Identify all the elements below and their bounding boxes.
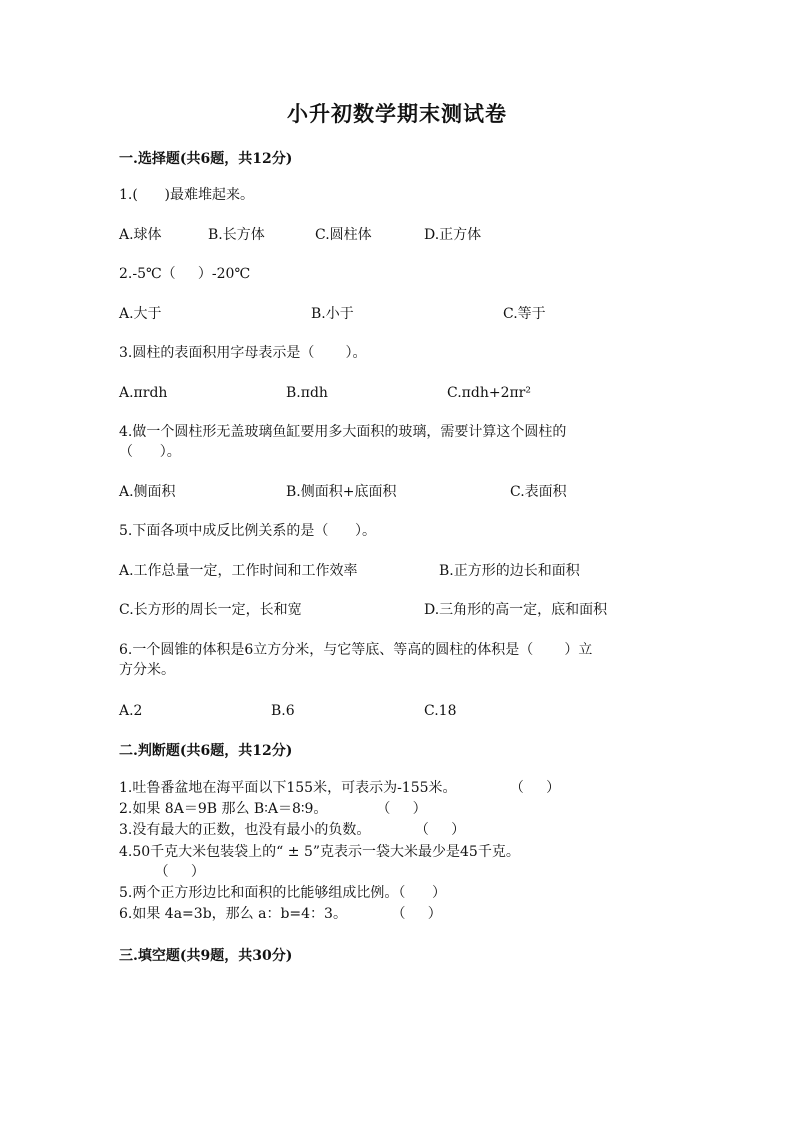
q6-option-a: A.2 xyxy=(119,703,143,719)
q3-option-c: C.πdh+2πr² xyxy=(447,385,531,401)
q5-option-c: C.长方形的周长一定，长和宽 xyxy=(119,602,302,618)
q5-option-a: A.工作总量一定，工作时间和工作效率 xyxy=(119,563,358,579)
q4-option-b: B.侧面积+底面积 xyxy=(286,484,397,500)
question-6-line-1: 6.一个圆锥的体积是6立方分米，与它等底、等高的圆柱的体积是（ ）立 xyxy=(119,642,593,658)
section-heading-true-false: 二.判断题(共6题，共12分) xyxy=(119,743,293,759)
q4-option-c: C.表面积 xyxy=(510,484,567,500)
q6-option-b: B.6 xyxy=(271,703,295,719)
q2-option-a: A.大于 xyxy=(119,306,162,322)
q5-option-b: B.正方形的边长和面积 xyxy=(439,563,580,579)
section-heading-fill-in: 三.填空题(共9题，共30分) xyxy=(119,948,293,964)
question-6-line-2: 方分米。 xyxy=(119,662,175,678)
q4-option-a: A.侧面积 xyxy=(119,484,176,500)
q1-option-d: D.正方体 xyxy=(424,227,482,243)
tf-item-5: 5.两个正方形边比和面积的比能够组成比例。（ ） xyxy=(119,885,447,901)
tf-item-4: 4.50千克大米包装袋上的“ ± 5”克表示一袋大米最少是45千克。 xyxy=(119,844,520,860)
q5-option-d: D.三角形的高一定，底和面积 xyxy=(424,602,608,618)
q1-option-c: C.圆柱体 xyxy=(315,227,372,243)
question-2: 2.-5℃（ ）-20℃ xyxy=(119,266,251,282)
q6-option-c: C.18 xyxy=(424,703,457,719)
tf-item-1: 1.吐鲁番盆地在海平面以下155米，可表示为-155米。 （ ） xyxy=(119,780,561,796)
q1-option-b: B.长方体 xyxy=(208,227,265,243)
question-4-line-2: （ ）。 xyxy=(119,444,181,460)
tf-item-2: 2.如果 8A＝9B 那么 B∶A＝8∶9。 （ ） xyxy=(119,801,427,817)
q1-option-a: A.球体 xyxy=(119,227,162,243)
question-4-line-1: 4.做一个圆柱形无盖玻璃鱼缸要用多大面积的玻璃，需要计算这个圆柱的 xyxy=(119,424,567,440)
tf-item-4-blank: （ ） xyxy=(119,864,205,880)
question-5: 5.下面各项中成反比例关系的是（ ）。 xyxy=(119,523,377,539)
section-heading-multiple-choice: 一.选择题(共6题，共12分) xyxy=(119,151,293,167)
question-3: 3.圆柱的表面积用字母表示是（ ）。 xyxy=(119,345,367,361)
tf-item-6: 6.如果 4a=3b，那么 a：b=4：3。 （ ） xyxy=(119,906,442,922)
q2-option-b: B.小于 xyxy=(311,306,354,322)
q3-option-b: B.πdh xyxy=(286,385,328,401)
q2-option-c: C.等于 xyxy=(503,306,546,322)
question-1: 1.( )最难堆起来。 xyxy=(119,187,254,203)
q3-option-a: A.πrdh xyxy=(119,385,168,401)
tf-item-3: 3.没有最大的正数，也没有最小的负数。 （ ） xyxy=(119,822,466,838)
page-title: 小升初数学期末测试卷 xyxy=(287,101,507,126)
